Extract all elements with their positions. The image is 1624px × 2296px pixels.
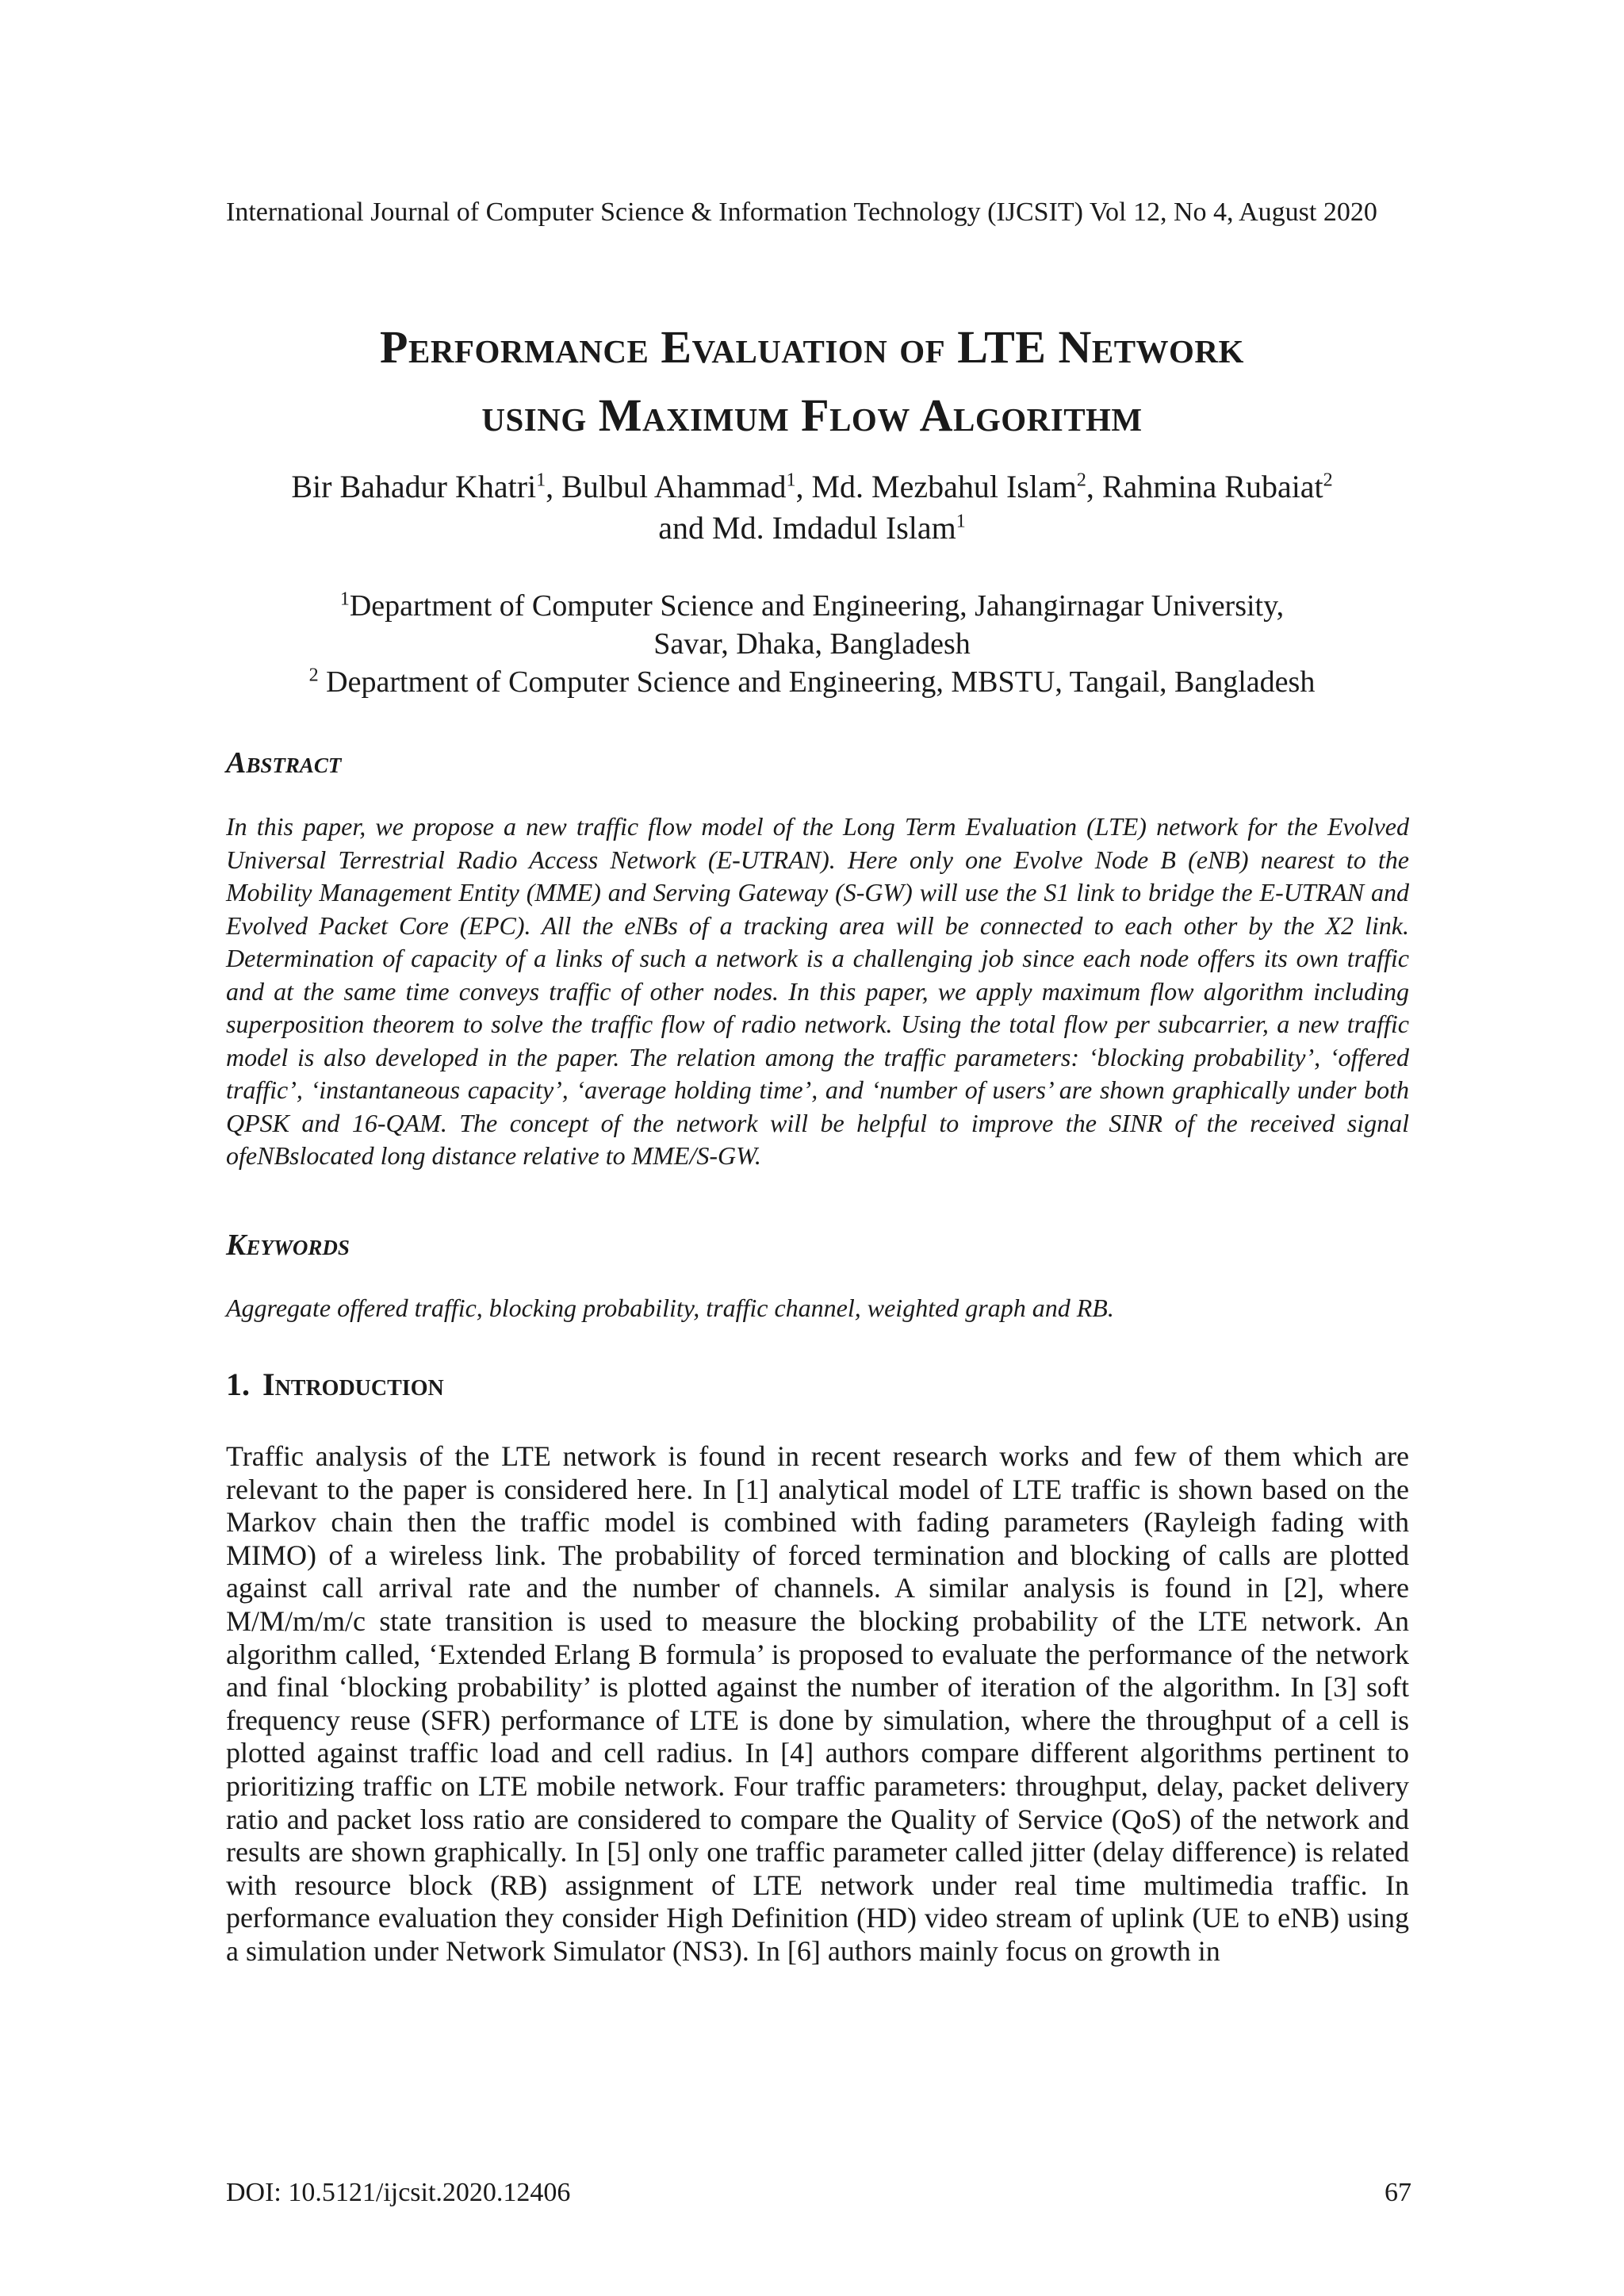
abstract-heading: Abstract: [226, 746, 342, 780]
author-line-2: [159, 508, 1465, 549]
author-name: Md. Mezbahul Islam: [811, 469, 1077, 504]
author-affil-mark: 1: [536, 470, 546, 491]
author-connector: and: [658, 510, 705, 546]
author-affil-mark: 1: [786, 470, 796, 491]
author-affil-mark: 1: [956, 511, 966, 532]
abstract-text: In this paper, we propose a new traffic flow model of the Long Term Evaluation (LTE) network for the Evolved Universal Terrestrial Radio Access Network (E-UTRAN). Here only one Evolve Node B (eNB) nearest to the Mobility Management Entity (MME) and Serving Gateway (S-GW) will use the S1 link to bridge the E-UTRAN and Evolved Packet Core (EPC). All the eNBs of a tracking area will be connected to each other by the X2 link. Determination of capacity of a links of such a network is a challenging job since each node offers its own traffic and at the same time conveys traffic of other nodes. In this paper, we apply maximum flow algorithm including superposition theorem to solve the traffic flow of radio network. Using the total flow per subcarrier, a new traffic model is also developed in the paper. The relation among the traffic parameters: ‘blocking probability’, ‘offered traffic’, ‘instantaneous capacity’, ‘average holding time’, and ‘number of users’ are shown graphically under both QPSK and 16-QAM. The concept of the network will be helpful to improve the SINR of the received signal ofeNBslocated long distance relative to MME/S-GW.: [226, 812, 1409, 1170]
author-name: Bulbul Ahammad: [561, 469, 787, 504]
author-name: Md. Imdadul Islam: [712, 510, 956, 546]
section-heading-introduction: [226, 1366, 444, 1404]
affiliation-1-cont: Savar, Dhaka, Bangladesh: [653, 627, 971, 661]
author-name: Bir Bahadur Khatri: [291, 469, 537, 504]
author-name: Rahmina Rubaiat: [1101, 469, 1323, 504]
paper-title: [159, 313, 1465, 450]
author-line-1: Bir Bahadur Khatri$^1$, Bulbul Ahammad$^1$, Md. Mezbahul Islam$^2$, Rahmina Rubaiat$^2$: [291, 469, 1333, 504]
affiliation-1: [159, 587, 1465, 625]
author-affil-mark: 2: [1076, 470, 1086, 491]
running-header: International Journal of Computer Science & Information Technology (IJCSIT) Vol 12, No 4, August 2020: [226, 197, 1377, 227]
title-line-2: using Maximum Flow Algorithm: [481, 389, 1143, 441]
section-number: 1.: [226, 1366, 250, 1402]
section-title: Introduction: [262, 1366, 444, 1402]
affil-text: Department of Computer Science and Engineering, Jahangirnagar University,: [349, 589, 1285, 623]
footer-doi: DOI: 10.5121/ijcsit.2020.12406: [226, 2178, 571, 2207]
title-line-1: Performance Evaluation of LTE Network: [380, 321, 1244, 373]
affil-mark: 1: [339, 588, 350, 610]
affil-mark: 2: [308, 665, 319, 686]
affiliations: [159, 587, 1465, 701]
affiliation-2: [159, 663, 1465, 701]
author-affil-mark: 2: [1323, 470, 1333, 491]
keywords-heading: Keywords: [226, 1228, 350, 1262]
keywords-text: Aggregate offered traffic, blocking probability, traffic channel, weighted graph and RB.: [226, 1294, 1114, 1322]
introduction-text: Traffic analysis of the LTE network is found in recent research works and few of them which are relevant to the paper is considered here. In [1] analytical model of LTE traffic is shown based on the Markov chain then the traffic model is combined with fading parameters (Rayleigh fading with MIMO) of a wireless link. The probability of forced termination and blocking of calls are plotted against call arrival rate and the number of channels. A similar analysis is found in [2], where M/M/m/m/c state transition is used to measure the blocking probability of the LTE network. An algorithm called, ‘Extended Erlang B formula’ is proposed to evaluate the performance of the network and final ‘blocking probability’ is plotted against the number of iteration of the algorithm. In [3] soft frequency reuse (SFR) performance of LTE is done by simulation, where the throughput of a cell is plotted against traffic load and cell radius. In [4] authors compare different algorithms pertinent to prioritizing traffic on LTE mobile network. Four traffic parameters: throughput, delay, packet delivery ratio and packet loss ratio are considered to compare the Quality of Service (QoS) of the network and results are shown graphically. In [5] only one traffic parameter called jitter (delay difference) is related with resource block (RB) assignment of LTE network under real time multimedia traffic. In performance evaluation they consider High Definition (HD) video stream of uplink (UE to eNB) using a simulation under Network Simulator (NS3). In [6] authors mainly focus on growth in: [226, 1440, 1409, 1967]
page-number: 67: [1385, 2178, 1411, 2207]
affil-text: Department of Computer Science and Engineering, MBSTU, Tangail, Bangladesh: [326, 665, 1316, 699]
author-list: [159, 466, 1465, 549]
